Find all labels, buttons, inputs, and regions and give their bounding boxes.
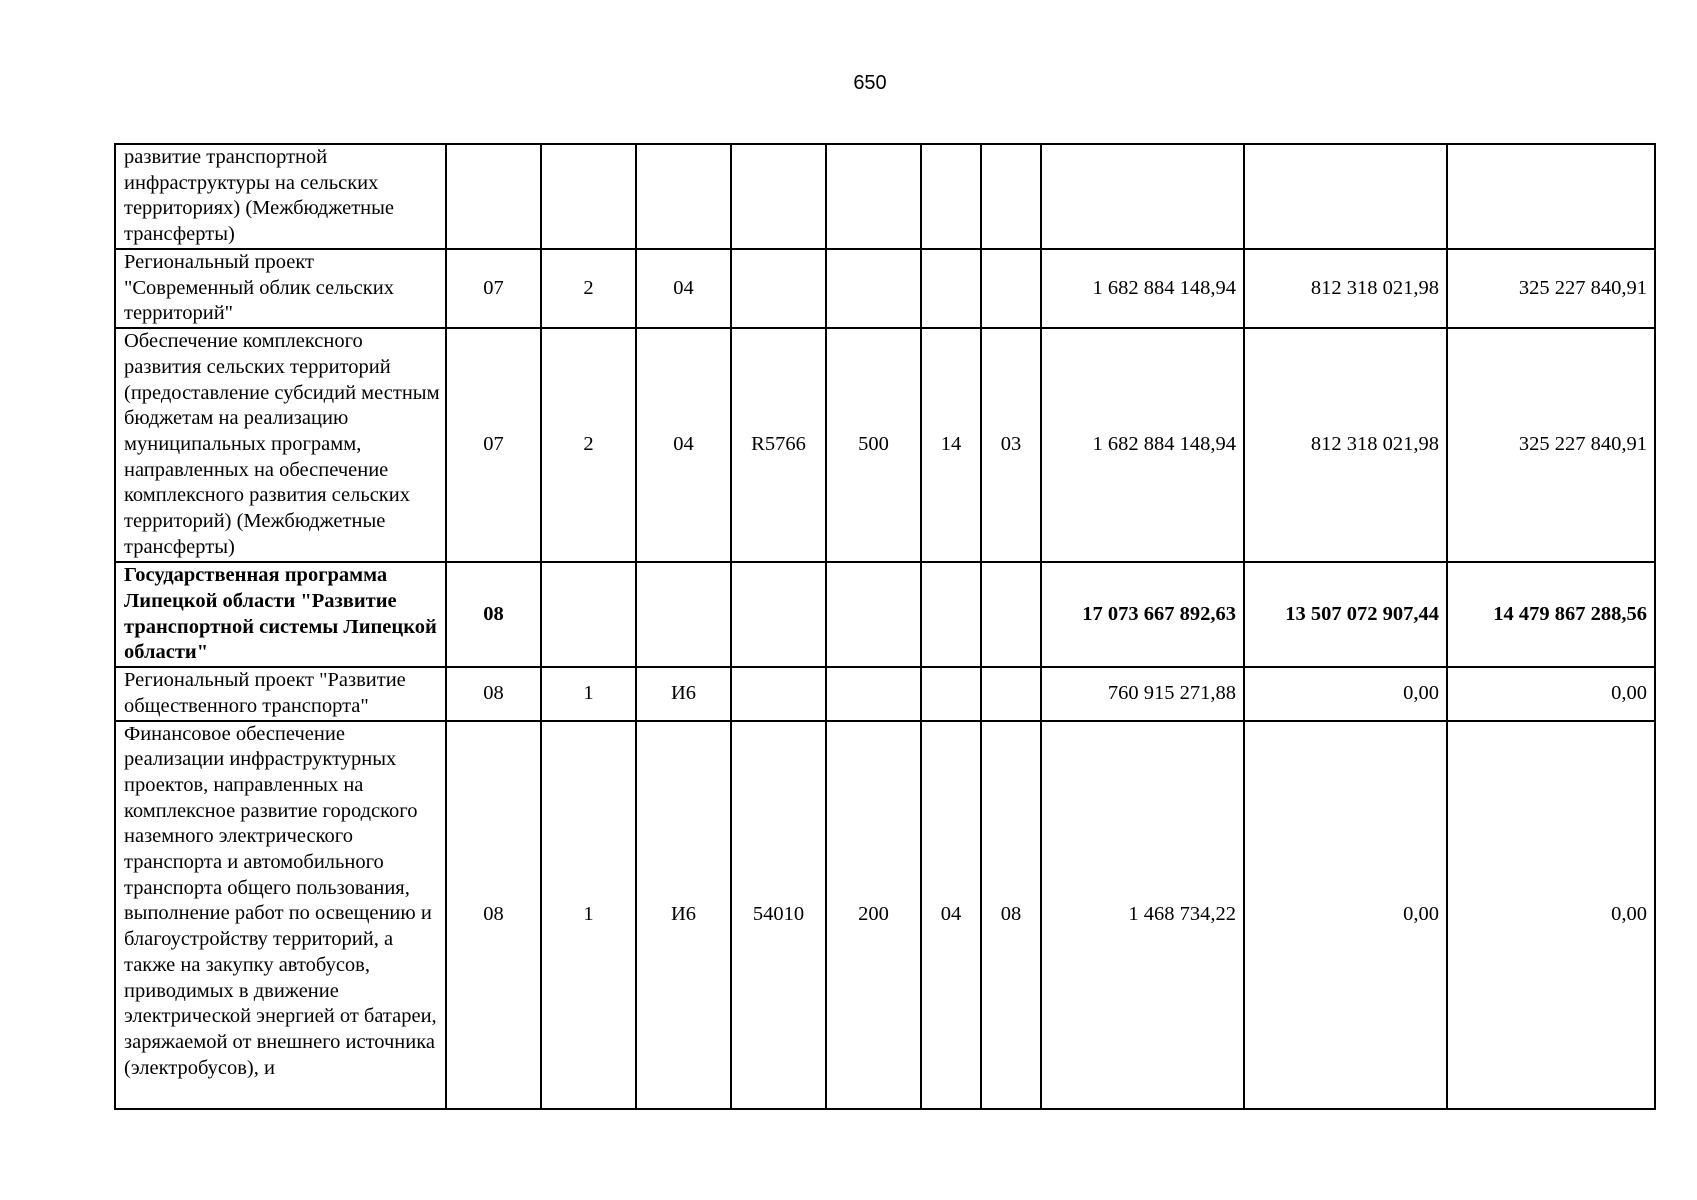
om-code: 04 — [636, 249, 731, 328]
subsection-code: 03 — [981, 328, 1041, 562]
om-code — [636, 144, 731, 249]
amount-3 — [1447, 144, 1655, 249]
row-name: развитие транспортной инфраструктуры на сельских территориях) (Межбюджетные трансферты) — [115, 144, 446, 249]
direction-code: 54010 — [731, 721, 826, 1109]
subsection-code — [981, 562, 1041, 667]
amount-1: 760 915 271,88 — [1041, 667, 1244, 720]
om-code — [636, 562, 731, 667]
subsection-code: 08 — [981, 721, 1041, 1109]
section-code — [921, 144, 981, 249]
amount-3: 325 227 840,91 — [1447, 328, 1655, 562]
subsection-code — [981, 667, 1041, 720]
direction-code — [731, 667, 826, 720]
expense-type-code — [826, 562, 921, 667]
gp-code — [446, 144, 541, 249]
gp-code: 08 — [446, 562, 541, 667]
amount-2: 812 318 021,98 — [1244, 249, 1447, 328]
row-name: Региональный проект "Современный облик сельских территорий" — [115, 249, 446, 328]
pp-code: 2 — [541, 328, 636, 562]
table-row — [115, 667, 1655, 720]
pp-code: 2 — [541, 249, 636, 328]
direction-code: R5766 — [731, 328, 826, 562]
row-name: Обеспечение комплексного развития сельских территорий (предоставление субсидий местным бюджетам на реализацию муниципальных программ, направленных на обеспечение комплексного развития сельских территорий) (Межбюджетные трансферты) — [115, 328, 446, 562]
amount-2: 0,00 — [1244, 667, 1447, 720]
pp-code — [541, 562, 636, 667]
row-name: Государственная программа Липецкой области "Развитие транспортной системы Липецкой области" — [115, 562, 446, 667]
pp-code: 1 — [541, 721, 636, 1109]
gp-code: 07 — [446, 328, 541, 562]
direction-code — [731, 562, 826, 667]
pp-code — [541, 144, 636, 249]
om-code: И6 — [636, 667, 731, 720]
gp-code: 08 — [446, 721, 541, 1109]
section-code: 04 — [921, 721, 981, 1109]
amount-2 — [1244, 144, 1447, 249]
expense-type-code — [826, 667, 921, 720]
row-name: Региональный проект "Развитие общественного транспорта" — [115, 667, 446, 720]
subsection-code — [981, 144, 1041, 249]
table-row — [115, 328, 1655, 562]
expense-type-code — [826, 144, 921, 249]
amount-3: 14 479 867 288,56 — [1447, 562, 1655, 667]
amount-1: 1 682 884 148,94 — [1041, 328, 1244, 562]
om-code: И6 — [636, 721, 731, 1109]
expense-type-code: 500 — [826, 328, 921, 562]
amount-2: 13 507 072 907,44 — [1244, 562, 1447, 667]
amount-3: 325 227 840,91 — [1447, 249, 1655, 328]
section-code — [921, 249, 981, 328]
amount-3: 0,00 — [1447, 721, 1655, 1109]
subsection-code — [981, 249, 1041, 328]
amount-1: 1 468 734,22 — [1041, 721, 1244, 1109]
om-code: 04 — [636, 328, 731, 562]
gp-code: 08 — [446, 667, 541, 720]
amount-2: 0,00 — [1244, 721, 1447, 1109]
budget-table — [114, 143, 1656, 1110]
table-row — [115, 249, 1655, 328]
amount-1 — [1041, 144, 1244, 249]
row-name: Финансовое обеспечение реализации инфраструктурных проектов, направленных на комплексное развитие городского наземного электрического транспорта и автомобильного транспорта общего пользования, выполнение работ по освещению и благоустройству территорий, а также на закупку автобусов, приводимых в движение электрической энергией от батареи, заряжаемой от внешнего источника (электробусов), и — [115, 721, 446, 1109]
direction-code — [731, 249, 826, 328]
pp-code: 1 — [541, 667, 636, 720]
page-number: 650 — [853, 72, 887, 94]
table-row — [115, 562, 1655, 667]
table-row — [115, 144, 1655, 249]
section-code — [921, 562, 981, 667]
amount-2: 812 318 021,98 — [1244, 328, 1447, 562]
gp-code: 07 — [446, 249, 541, 328]
section-code: 14 — [921, 328, 981, 562]
expense-type-code — [826, 249, 921, 328]
direction-code — [731, 144, 826, 249]
amount-1: 1 682 884 148,94 — [1041, 249, 1244, 328]
expense-type-code: 200 — [826, 721, 921, 1109]
table-row — [115, 721, 1655, 1109]
amount-3: 0,00 — [1447, 667, 1655, 720]
amount-1: 17 073 667 892,63 — [1041, 562, 1244, 667]
section-code — [921, 667, 981, 720]
